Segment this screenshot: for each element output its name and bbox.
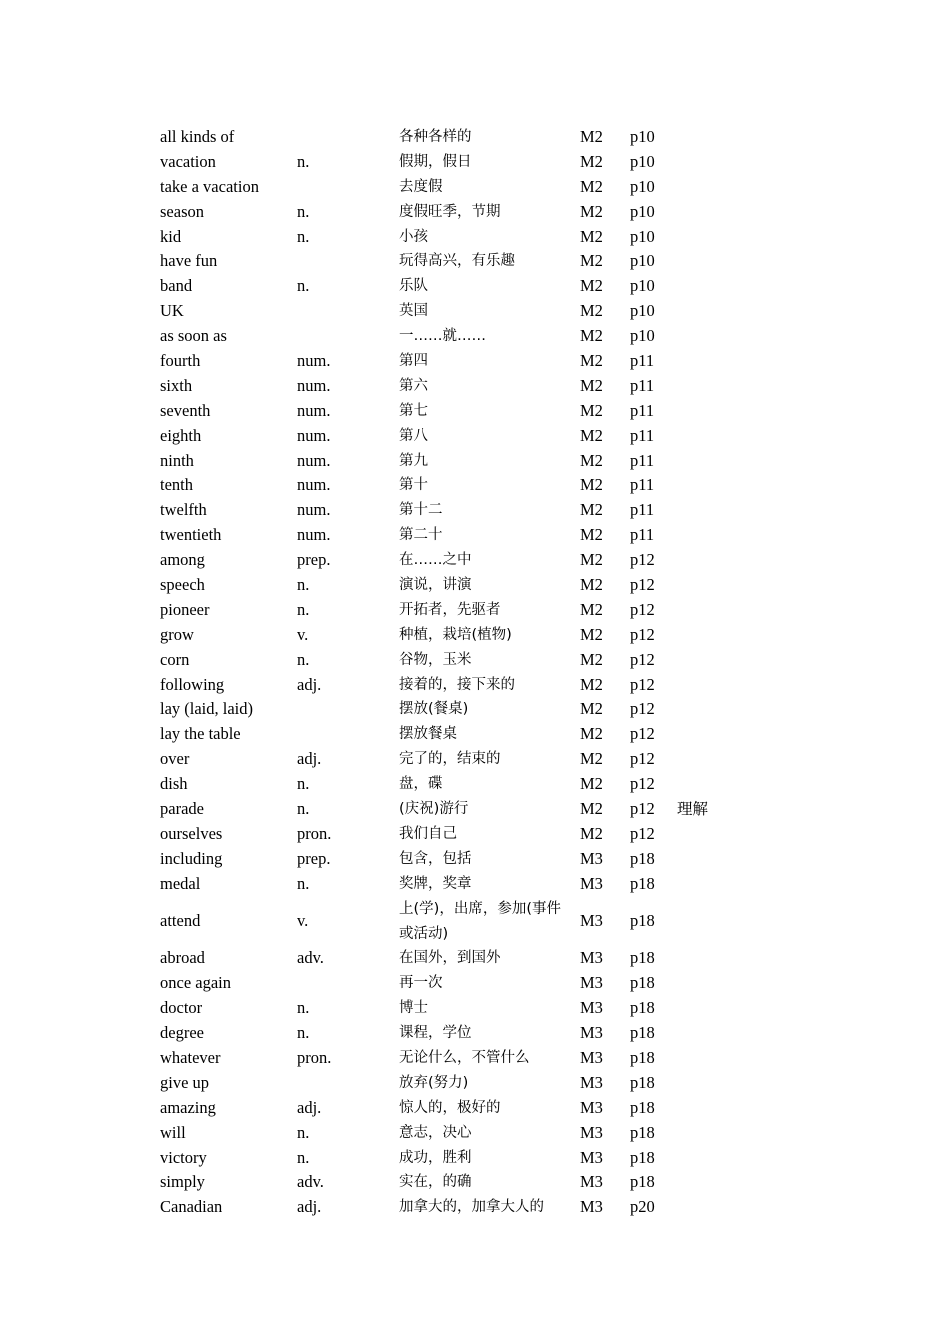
page-reference: p12: [630, 550, 655, 570]
vocab-word: band: [160, 276, 193, 296]
chinese-meaning: 在国外，到国外: [399, 950, 501, 967]
part-of-speech: adj.: [297, 749, 322, 769]
page-reference: p18: [630, 1072, 655, 1092]
page-reference: p10: [630, 176, 655, 196]
module-label: M2: [580, 525, 603, 545]
part-of-speech: v.: [297, 624, 309, 644]
page-reference: p12: [630, 724, 655, 744]
page-reference: p18: [630, 1147, 655, 1167]
chinese-meaning: 成功，胜利: [399, 1149, 472, 1166]
module-label: M2: [580, 127, 603, 146]
part-of-speech: n.: [297, 1023, 310, 1043]
module-label: M2: [580, 500, 603, 520]
vocab-row: [160, 274, 760, 299]
vocab-word: twelfth: [160, 500, 207, 520]
page-reference: p12: [630, 749, 655, 769]
chinese-meaning: 我们自己: [399, 825, 457, 842]
chinese-meaning: 博士: [399, 1000, 428, 1017]
module-label: M2: [580, 375, 603, 395]
chinese-meaning: 课程，学位: [399, 1025, 472, 1042]
vocab-word: over: [160, 749, 190, 769]
vocab-word: UK: [160, 301, 184, 321]
vocab-row: [160, 623, 760, 648]
vocab-row: [160, 523, 760, 548]
chinese-meaning: 第二十: [399, 527, 443, 544]
part-of-speech: num.: [297, 425, 331, 445]
chinese-meaning: 度假旺季，节期: [399, 203, 501, 220]
vocab-row: [160, 872, 760, 897]
module-label: M3: [580, 1197, 603, 1217]
chinese-meaning: 演说，讲演: [399, 577, 472, 594]
page-reference: p12: [630, 799, 655, 819]
vocab-row: [160, 225, 760, 250]
part-of-speech: n.: [297, 873, 310, 893]
module-label: M2: [580, 724, 603, 744]
vocab-word: lay the table: [160, 724, 241, 744]
part-of-speech: num.: [297, 375, 331, 395]
vocab-word: kid: [160, 226, 182, 246]
module-label: M3: [580, 948, 603, 968]
module-label: M2: [580, 326, 603, 346]
vocab-row: [160, 847, 760, 872]
vocab-word: amazing: [160, 1097, 216, 1117]
vocab-row: [160, 971, 760, 996]
vocab-row: [160, 374, 760, 399]
vocab-row: [160, 822, 760, 847]
module-label: M2: [580, 251, 603, 271]
page-reference: p12: [630, 674, 655, 694]
part-of-speech: pron.: [297, 1047, 332, 1067]
vocab-row: [160, 1170, 760, 1195]
vocab-row: [160, 648, 760, 673]
page-reference: p18: [630, 1172, 655, 1192]
page-reference: p10: [630, 226, 655, 246]
chinese-meaning: 上(学)，出席，参加(事件或活动): [399, 900, 561, 942]
vocab-row: [160, 449, 760, 474]
vocab-word: will: [160, 1122, 186, 1142]
vocab-word: corn: [160, 649, 190, 669]
chinese-meaning: 摆放(餐桌): [399, 701, 469, 718]
vocab-row: [160, 996, 760, 1021]
page-reference: p11: [630, 500, 655, 520]
part-of-speech: n.: [297, 151, 310, 171]
vocab-word: abroad: [160, 948, 205, 968]
page-reference: p12: [630, 699, 655, 719]
part-of-speech: n.: [297, 1147, 310, 1167]
page-reference: p12: [630, 774, 655, 794]
vocab-row: [160, 722, 760, 747]
vocab-row: [160, 299, 760, 324]
module-label: M3: [580, 1023, 603, 1043]
chinese-meaning: 玩得高兴，有乐趣: [399, 253, 515, 270]
module-label: M2: [580, 276, 603, 296]
chinese-meaning: 开拓者，先驱者: [399, 601, 501, 618]
page-reference: p10: [630, 151, 655, 171]
vocab-word: have fun: [160, 251, 218, 271]
chinese-meaning: 英国: [399, 303, 428, 320]
page-reference: p18: [630, 948, 655, 968]
page-reference: p11: [630, 351, 655, 371]
vocab-row: [160, 1121, 760, 1146]
page-reference: p12: [630, 624, 655, 644]
chinese-meaning: 第十二: [399, 502, 443, 519]
chinese-meaning: 意志，决心: [399, 1124, 472, 1141]
vocab-row: [160, 747, 760, 772]
module-label: M2: [580, 400, 603, 420]
page-reference: p12: [630, 649, 655, 669]
module-label: M2: [580, 151, 603, 171]
chinese-meaning: 谷物，玉米: [399, 651, 472, 668]
vocab-row: [160, 1195, 760, 1220]
page-reference: p10: [630, 201, 655, 221]
vocab-row: [160, 498, 760, 523]
vocab-word: sixth: [160, 375, 193, 395]
module-label: M2: [580, 201, 603, 221]
vocab-row: [160, 673, 760, 698]
chinese-meaning: 各种各样的: [399, 129, 472, 145]
vocab-row: [160, 324, 760, 349]
vocab-word: including: [160, 848, 223, 868]
module-label: M2: [580, 599, 603, 619]
page-reference: p11: [630, 400, 655, 420]
page-reference: p20: [630, 1197, 655, 1217]
page-reference: p10: [630, 127, 655, 146]
vocab-word: parade: [160, 799, 204, 819]
vocabulary-table: [160, 125, 760, 1220]
module-label: M2: [580, 351, 603, 371]
chinese-meaning: 在……之中: [399, 552, 472, 569]
part-of-speech: n.: [297, 201, 310, 221]
page-reference: p11: [630, 475, 655, 495]
module-label: M2: [580, 649, 603, 669]
part-of-speech: adj.: [297, 1097, 322, 1117]
part-of-speech: prep.: [297, 550, 331, 570]
vocab-word: as soon as: [160, 326, 227, 346]
vocab-word: following: [160, 674, 225, 694]
module-label: M3: [580, 1047, 603, 1067]
module-label: M2: [580, 799, 603, 819]
module-label: M2: [580, 475, 603, 495]
module-label: M2: [580, 226, 603, 246]
chinese-meaning: 放弃(努力): [399, 1074, 469, 1091]
vocab-word: season: [160, 201, 204, 221]
vocab-word: take a vacation: [160, 176, 259, 196]
part-of-speech: n.: [297, 649, 310, 669]
module-label: M3: [580, 1122, 603, 1142]
module-label: M3: [580, 1172, 603, 1192]
module-label: M2: [580, 550, 603, 570]
module-label: M2: [580, 624, 603, 644]
vocab-word: lay (laid, laid): [160, 699, 254, 719]
part-of-speech: num.: [297, 475, 331, 495]
vocab-word: twentieth: [160, 525, 222, 545]
page-reference: p18: [630, 1047, 655, 1067]
part-of-speech: n.: [297, 599, 310, 619]
module-label: M2: [580, 749, 603, 769]
vocab-word: doctor: [160, 998, 203, 1018]
vocab-row: [160, 548, 760, 573]
chinese-meaning: 小孩: [399, 228, 428, 245]
chinese-meaning: (庆祝)游行: [399, 801, 469, 818]
page-reference: p11: [630, 450, 655, 470]
vocab-word: all kinds of: [160, 127, 235, 146]
part-of-speech: adj.: [297, 674, 322, 694]
vocab-row: [160, 598, 760, 623]
vocab-word: victory: [160, 1147, 207, 1167]
vocab-word: dish: [160, 774, 188, 794]
page-reference: p10: [630, 251, 655, 271]
module-label: M2: [580, 674, 603, 694]
vocab-row: [160, 1096, 760, 1121]
chinese-meaning: 接着的，接下来的: [399, 676, 515, 693]
part-of-speech: prep.: [297, 848, 331, 868]
page-reference: p12: [630, 599, 655, 619]
module-label: M2: [580, 774, 603, 794]
vocab-word: ourselves: [160, 823, 223, 843]
part-of-speech: n.: [297, 774, 310, 794]
module-label: M3: [580, 998, 603, 1018]
vocab-word: ninth: [160, 450, 194, 470]
page-reference: p18: [630, 973, 655, 993]
page-reference: p12: [630, 575, 655, 595]
vocab-word: seventh: [160, 400, 211, 420]
module-label: M2: [580, 301, 603, 321]
module-label: M3: [580, 973, 603, 993]
chinese-meaning: 摆放餐桌: [399, 726, 457, 743]
vocab-row: [160, 200, 760, 225]
page-reference: p11: [630, 425, 655, 445]
vocab-word: grow: [160, 624, 194, 644]
vocab-row: [160, 797, 760, 822]
note-label: 理解: [677, 800, 709, 819]
vocab-word: whatever: [160, 1047, 221, 1067]
module-label: M3: [580, 873, 603, 893]
vocab-word: fourth: [160, 351, 201, 371]
vocab-row: [160, 150, 760, 175]
vocab-row: [160, 349, 760, 374]
module-label: M3: [580, 848, 603, 868]
vocab-word: vacation: [160, 151, 216, 171]
chinese-meaning: 无论什么，不管什么: [399, 1049, 530, 1066]
vocab-row: [160, 897, 760, 947]
vocab-row: [160, 249, 760, 274]
part-of-speech: n.: [297, 998, 310, 1018]
part-of-speech: n.: [297, 1122, 310, 1142]
page-reference: p18: [630, 911, 655, 931]
module-label: M3: [580, 911, 603, 931]
chinese-meaning: 第十: [399, 477, 428, 494]
vocab-row: [160, 1146, 760, 1171]
module-label: M2: [580, 450, 603, 470]
vocab-word: Canadian: [160, 1197, 223, 1217]
page-reference: p12: [630, 823, 655, 843]
module-label: M2: [580, 699, 603, 719]
page-reference: p10: [630, 276, 655, 296]
vocab-row: [160, 175, 760, 200]
part-of-speech: num.: [297, 525, 331, 545]
chinese-meaning: 第四: [399, 353, 428, 370]
module-label: M2: [580, 425, 603, 445]
module-label: M3: [580, 1097, 603, 1117]
vocab-word: degree: [160, 1023, 204, 1043]
module-label: M2: [580, 575, 603, 595]
part-of-speech: num.: [297, 450, 331, 470]
vocab-row: [160, 573, 760, 598]
module-label: M2: [580, 823, 603, 843]
vocab-word: speech: [160, 575, 205, 595]
vocab-word: eighth: [160, 425, 202, 445]
vocab-row: [160, 1021, 760, 1046]
part-of-speech: adv.: [297, 948, 324, 968]
vocab-row: [160, 946, 760, 971]
chinese-meaning: 完了的，结束的: [399, 751, 501, 768]
vocab-row: [160, 424, 760, 449]
vocab-row: [160, 697, 760, 722]
chinese-meaning: 再一次: [399, 975, 443, 992]
vocab-word: pioneer: [160, 599, 210, 619]
part-of-speech: n.: [297, 575, 310, 595]
chinese-meaning: 包含，包括: [399, 850, 472, 867]
chinese-meaning: 奖牌，奖章: [399, 875, 472, 892]
module-label: M2: [580, 176, 603, 196]
chinese-meaning: 惊人的，极好的: [399, 1099, 501, 1116]
vocab-row: [160, 772, 760, 797]
chinese-meaning: 第六: [399, 377, 428, 394]
vocab-row: [160, 1071, 760, 1096]
chinese-meaning: 假期，假日: [399, 153, 472, 170]
page-reference: p18: [630, 848, 655, 868]
part-of-speech: n.: [297, 799, 310, 819]
page-reference: p10: [630, 301, 655, 321]
vocab-word: among: [160, 550, 205, 570]
part-of-speech: adv.: [297, 1172, 324, 1192]
part-of-speech: pron.: [297, 823, 332, 843]
page-reference: p18: [630, 1097, 655, 1117]
chinese-meaning: 去度假: [399, 178, 443, 195]
module-label: M3: [580, 1072, 603, 1092]
part-of-speech: num.: [297, 400, 331, 420]
chinese-meaning: 第八: [399, 427, 428, 444]
vocab-word: once again: [160, 973, 232, 993]
page-reference: p10: [630, 326, 655, 346]
page-reference: p18: [630, 998, 655, 1018]
part-of-speech: v.: [297, 911, 309, 931]
page-reference: p18: [630, 1023, 655, 1043]
part-of-speech: adj.: [297, 1197, 322, 1217]
chinese-meaning: 加拿大的，加拿大人的: [399, 1199, 544, 1216]
chinese-meaning: 实在，的确: [399, 1174, 472, 1191]
chinese-meaning: 一……就……: [399, 328, 486, 345]
vocab-word: give up: [160, 1072, 210, 1092]
chinese-meaning: 第七: [399, 402, 428, 419]
page-reference: p11: [630, 525, 655, 545]
page-reference: p18: [630, 1122, 655, 1142]
module-label: M3: [580, 1147, 603, 1167]
vocab-word: medal: [160, 873, 201, 893]
part-of-speech: n.: [297, 226, 310, 246]
chinese-meaning: 盘，碟: [399, 776, 443, 793]
chinese-meaning: 乐队: [399, 278, 428, 295]
page-reference: p18: [630, 873, 655, 893]
page-reference: p11: [630, 375, 655, 395]
part-of-speech: num.: [297, 500, 331, 520]
vocab-word: tenth: [160, 475, 193, 495]
vocab-row: [160, 125, 760, 150]
part-of-speech: num.: [297, 351, 331, 371]
vocab-row: [160, 399, 760, 424]
vocab-row: [160, 1046, 760, 1071]
part-of-speech: n.: [297, 276, 310, 296]
vocab-row: [160, 473, 760, 498]
chinese-meaning: 第九: [399, 452, 428, 469]
vocab-word: attend: [160, 911, 201, 931]
chinese-meaning: 种植，栽培(植物): [399, 626, 512, 643]
vocab-word: simply: [160, 1172, 205, 1192]
